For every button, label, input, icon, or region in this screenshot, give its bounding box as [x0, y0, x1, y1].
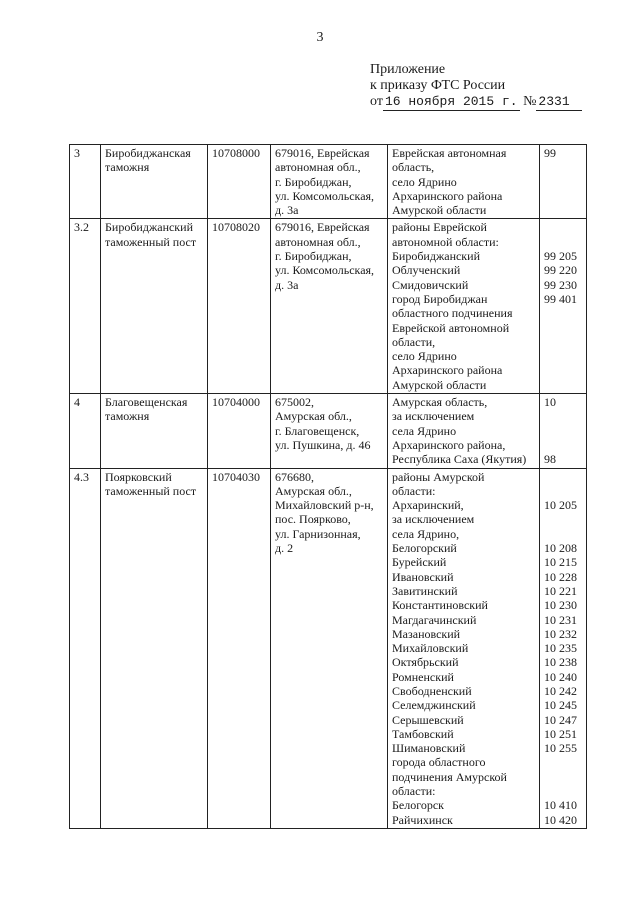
- oktmo-line: 10: [544, 395, 556, 410]
- region-line: Амурской области: [392, 203, 487, 218]
- name-line: таможня: [105, 160, 150, 175]
- region-line: Архаринский,: [392, 498, 464, 513]
- address-line: автономная обл.,: [275, 234, 361, 249]
- oktmo-line: [544, 512, 582, 526]
- oktmo-code: [540, 394, 587, 468]
- order-number-sign: №: [523, 94, 537, 109]
- oktmo-line: 10 238: [544, 655, 577, 670]
- oktmo-line: [544, 160, 582, 174]
- region-line: Михайловский: [392, 641, 469, 656]
- name-line: Благовещенская: [105, 395, 188, 410]
- customs-office-name: [101, 468, 208, 828]
- table-row: [70, 394, 587, 468]
- row-number: 4.3: [70, 468, 101, 828]
- region-line: областного подчинения: [392, 306, 513, 321]
- region-line: Еврейская автономная: [392, 146, 507, 160]
- oktmo-line: [544, 378, 582, 392]
- address-line: г. Биробиджан,: [275, 174, 352, 189]
- region-line: Архаринского района: [392, 363, 503, 378]
- oktmo-line: 99 230: [544, 277, 577, 292]
- oktmo-line: 10 215: [544, 555, 577, 570]
- customs-office-address: [271, 394, 388, 468]
- jurisdiction-region: [388, 394, 540, 468]
- oktmo-line: 10 221: [544, 583, 577, 598]
- region-line: области:: [392, 784, 436, 799]
- oktmo-line: 10 251: [544, 726, 577, 741]
- oktmo-line: 10 240: [544, 669, 577, 684]
- region-line: районы Амурской: [392, 469, 485, 484]
- address-line: г. Благовещенск,: [275, 423, 360, 438]
- row-number: 4: [70, 394, 101, 468]
- region-line: Ромненский: [392, 669, 454, 684]
- order-number: 2331: [536, 94, 581, 111]
- address-line: 675002,: [275, 395, 314, 410]
- jurisdiction-region: [388, 219, 540, 394]
- name-line: таможенный пост: [105, 483, 197, 498]
- region-line: автономной области:: [392, 234, 499, 249]
- oktmo-line: [544, 175, 582, 189]
- oktmo-line: 10 228: [544, 569, 577, 584]
- oktmo-line: 10 230: [544, 598, 577, 613]
- region-line: Белогорск: [392, 798, 444, 813]
- customs-office-address: [271, 219, 388, 394]
- oktmo-line: [544, 784, 582, 798]
- oktmo-line: [544, 335, 582, 349]
- row-number: 3.2: [70, 219, 101, 394]
- customs-office-code: 10704030: [208, 468, 271, 828]
- region-line: Селемджинский: [392, 698, 476, 713]
- appendix-order-date-line: [370, 94, 582, 111]
- address-line: 676680,: [275, 469, 314, 484]
- region-line: Шимановский: [392, 741, 466, 756]
- oktmo-line: [544, 770, 582, 784]
- oktmo-line: 99 220: [544, 263, 577, 278]
- region-line: Еврейской автономной: [392, 320, 510, 335]
- address-line: д. 2: [275, 541, 294, 556]
- address-line: д. 3а: [275, 277, 299, 292]
- region-line: Биробиджанский: [392, 249, 480, 264]
- region-line: село Ядрино: [392, 349, 457, 364]
- table-row: [70, 468, 587, 828]
- address-line: ул. Гарнизонная,: [275, 526, 361, 541]
- row-number: 3: [70, 145, 101, 219]
- region-line: Бурейский: [392, 555, 447, 570]
- address-line: 679016, Еврейская: [275, 220, 370, 235]
- region-line: Облученский: [392, 263, 461, 278]
- region-line: Райчихинск: [392, 812, 453, 827]
- address-line: ул. Комсомольская,: [275, 188, 375, 203]
- oktmo-line: [544, 363, 582, 377]
- region-line: область,: [392, 160, 435, 175]
- address-line: д. 3а: [275, 203, 299, 218]
- region-line: Тамбовский: [392, 726, 454, 741]
- oktmo-line: [544, 203, 582, 217]
- region-line: города областного: [392, 755, 486, 770]
- address-line: Амурская обл.,: [275, 409, 352, 424]
- oktmo-line: 10 205: [544, 498, 577, 513]
- region-line: села Ядрино,: [392, 526, 460, 541]
- name-line: таможня: [105, 409, 150, 424]
- address-line: ул. Пушкина, д. 46: [275, 437, 371, 452]
- name-line: Биробиджанский: [105, 220, 193, 235]
- customs-table: [69, 144, 587, 829]
- region-line: Ивановский: [392, 569, 454, 584]
- oktmo-line: 99 205: [544, 249, 577, 264]
- oktmo-line: 10 255: [544, 741, 577, 756]
- region-line: Магдагачинский: [392, 612, 477, 627]
- name-line: Поярковский: [105, 469, 172, 484]
- customs-office-address: [271, 145, 388, 219]
- region-line: город Биробиджан: [392, 291, 488, 306]
- oktmo-line: [544, 484, 582, 498]
- region-line: области:: [392, 483, 436, 498]
- region-line: Архаринского района,: [392, 437, 506, 452]
- oktmo-code: [540, 145, 587, 219]
- region-line: Октябрьский: [392, 655, 459, 670]
- region-line: Серышевский: [392, 712, 464, 727]
- table-row: [70, 145, 587, 219]
- order-date: 16 ноября 2015 г.: [384, 94, 518, 109]
- page-number: 3: [316, 30, 324, 45]
- table-row: [70, 219, 587, 394]
- oktmo-line: 99: [544, 146, 556, 160]
- region-line: Амурской области: [392, 377, 487, 392]
- address-line: пос. Поярково,: [275, 512, 351, 527]
- region-line: Завитинский: [392, 583, 458, 598]
- oktmo-line: [544, 755, 582, 769]
- oktmo-line: [544, 235, 582, 249]
- oktmo-code: [540, 468, 587, 828]
- customs-office-name: [101, 219, 208, 394]
- oktmo-line: [544, 470, 582, 484]
- customs-office-code: 10708020: [208, 219, 271, 394]
- oktmo-line: [544, 438, 582, 452]
- region-line: Архаринского района: [392, 188, 503, 203]
- region-line: подчинения Амурской: [392, 769, 507, 784]
- region-line: Смидовичский: [392, 277, 469, 292]
- jurisdiction-region: [388, 468, 540, 828]
- name-line: Биробиджанская: [105, 146, 191, 160]
- customs-office-name: [101, 394, 208, 468]
- region-line: село Ядрино: [392, 174, 457, 189]
- oktmo-line: 10 247: [544, 712, 577, 727]
- oktmo-line: 10 242: [544, 683, 577, 698]
- oktmo-line: 10 208: [544, 541, 577, 556]
- address-line: Амурская обл.,: [275, 483, 352, 498]
- region-line: за исключением: [392, 409, 475, 424]
- jurisdiction-region: [388, 145, 540, 219]
- customs-office-code: 10704000: [208, 394, 271, 468]
- region-line: области,: [392, 334, 436, 349]
- region-line: Мазановский: [392, 626, 461, 641]
- oktmo-line: 10 232: [544, 626, 577, 641]
- oktmo-line: 10 410: [544, 798, 577, 813]
- order-from-label: от: [370, 94, 383, 109]
- oktmo-line: 10 231: [544, 612, 577, 627]
- address-line: Михайловский р-н,: [275, 498, 374, 513]
- region-line: Константиновский: [392, 598, 488, 613]
- region-line: Свободненский: [392, 683, 472, 698]
- customs-office-code: 10708000: [208, 145, 271, 219]
- oktmo-line: [544, 220, 582, 234]
- oktmo-line: [544, 409, 582, 423]
- address-line: г. Биробиджан,: [275, 249, 352, 264]
- oktmo-line: [544, 321, 582, 335]
- oktmo-code: [540, 219, 587, 394]
- oktmo-line: 10 245: [544, 698, 577, 713]
- region-line: Амурская область,: [392, 395, 488, 410]
- address-line: 679016, Еврейская: [275, 146, 370, 160]
- oktmo-line: [544, 189, 582, 203]
- region-line: Белогорский: [392, 541, 457, 556]
- oktmo-line: 98: [544, 452, 556, 467]
- name-line: таможенный пост: [105, 234, 197, 249]
- oktmo-line: [544, 306, 582, 320]
- appendix-title: Приложение: [370, 62, 446, 77]
- oktmo-line: 10 420: [544, 812, 577, 827]
- oktmo-line: [544, 349, 582, 363]
- oktmo-line: [544, 424, 582, 438]
- appendix-header: [370, 62, 582, 111]
- oktmo-line: 10 235: [544, 641, 577, 656]
- region-line: районы Еврейской: [392, 220, 487, 235]
- appendix-order-reference: к приказу ФТС России: [370, 78, 506, 93]
- oktmo-line: [544, 527, 582, 541]
- oktmo-line: 99 401: [544, 291, 577, 306]
- address-line: ул. Комсомольская,: [275, 263, 375, 278]
- region-line: за исключением: [392, 512, 475, 527]
- address-line: автономная обл.,: [275, 160, 361, 175]
- customs-office-address: [271, 468, 388, 828]
- customs-office-name: [101, 145, 208, 219]
- region-line: села Ядрино: [392, 423, 457, 438]
- region-line: Республика Саха (Якутия): [392, 452, 527, 467]
